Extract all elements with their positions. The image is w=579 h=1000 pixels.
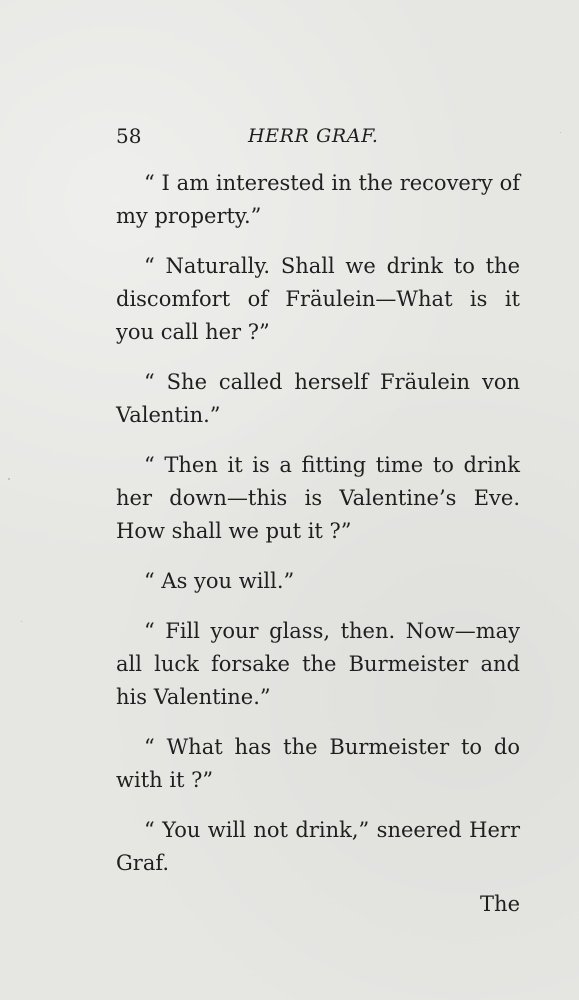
paragraph: “ Fill your glass, then. Now—may all luck forsake the Burmeister and his Valentine.”: [116, 619, 520, 709]
paragraph: “ Then it is a fitting time to drink her down—this is Valentine’s Eve. How shall we put it ?”: [116, 453, 520, 543]
paragraph: “ As you will.”: [144, 569, 295, 593]
page-number: 58: [116, 124, 142, 148]
paragraph: “ What has the Burmeister to do with it ?”: [116, 735, 520, 792]
paragraph: “ You will not drink,” sneered Herr Graf.: [116, 818, 520, 875]
paper-speck: [560, 132, 561, 133]
paper-speck: [21, 621, 22, 622]
paragraph: “ Naturally. Shall we drink to the discomfort of Fräulein—What is it you call her ?”: [116, 254, 520, 344]
page-text: [116, 167, 520, 880]
paragraph: “ She called herself Fräulein von Valentin.”: [116, 370, 520, 427]
running-head: HERR GRAF.: [248, 125, 379, 147]
paragraph: “ I am interested in the recovery of my property.”: [116, 171, 520, 228]
catchword: The: [480, 892, 520, 916]
page-header: [116, 122, 520, 150]
paper-speck: [8, 478, 10, 480]
